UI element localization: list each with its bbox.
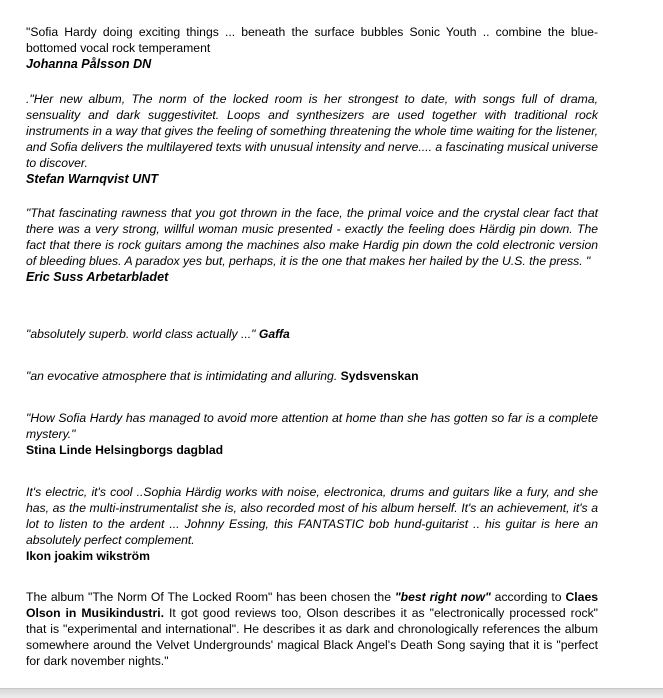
review-text — [26, 91, 598, 171]
review-8-text-after: It got good reviews too, Olson describes it as "electronically processed rock" that is "experimental and international". He describes it as dark and chronologically references the album somewhere around the Velvet Undergrounds' magical Black Angel's Death Song saying that it is "perfect for dark november nights." — [26, 606, 598, 668]
review-8-text-middle: according to — [490, 590, 566, 604]
review-8 — [26, 589, 598, 669]
review-text — [26, 410, 598, 442]
review-6-quote: "How Sofia Hardy has managed to avoid more attention at home than she has gotten so far is a complete mystery." — [26, 411, 598, 441]
review-source: Ikon joakim wikström — [26, 549, 150, 563]
review-8-source: Claes Olson in Musikindustri. — [26, 590, 599, 620]
review-3 — [26, 205, 598, 285]
review-1 — [26, 24, 598, 72]
review-text — [26, 326, 598, 342]
review-text — [26, 368, 598, 384]
review-1-quote: "Sofia Hardy doing exciting things ... beneath the surface bubbles Sonic Youth .. combine the blue-bottomed vocal rock temperament — [26, 25, 598, 55]
review-5 — [26, 368, 598, 384]
review-5-source: Sydsvenskan — [340, 369, 419, 383]
review-text — [26, 24, 598, 56]
review-source: Johanna Pålsson DN — [26, 57, 152, 71]
review-text — [26, 589, 598, 669]
review-4-quote: "absolutely superb. world class actually ..." — [26, 327, 256, 341]
review-7 — [26, 484, 598, 564]
review-2 — [26, 91, 598, 187]
review-7-quote: It's electric, it's cool ..Sophia Härdig works with noise, electronica, drums and guitars like a fury, and she has, as the multi-instrumentalist she is, also recorded most of his album herself. It's an achievement, it's a lot to listen to the ardent ... Johnny Essing, this FANTASTIC bob hund-guitarist .. his guitar is here an absolutely perfect complement. — [26, 485, 598, 547]
review-8-highlight: "best right now" — [394, 590, 491, 604]
review-source: Stina Linde Helsingborgs dagblad — [26, 443, 224, 457]
review-source: Eric Suss Arbetarbladet — [26, 270, 169, 284]
review-3-quote: "That fascinating rawness that you got thrown in the face, the primal voice and the crystal clear fact that there was a very strong, willful woman music presented - exactly the feeling does Härdig pin down. The fact that there is rock guitars among the machines also make Hardig pin down the cold electronic version of bleeding blues. A paradox yes but, perhaps, it is the one that makes her hailed by the U.S. the press. " — [26, 206, 598, 268]
review-text — [26, 484, 598, 548]
review-6 — [26, 410, 598, 458]
review-4 — [26, 326, 598, 342]
review-4-source: Gaffa — [258, 327, 290, 341]
review-5-quote: "an evocative atmosphere that is intimidating and alluring. — [26, 369, 338, 383]
review-8-text-before: The album "The Norm Of The Locked Room" has been chosen the — [26, 590, 395, 604]
review-text — [26, 205, 598, 269]
review-source: Stefan Warnqvist UNT — [26, 172, 159, 186]
review-2-quote: ."Her new album, The norm of the locked room is her strongest to date, with songs full of drama, sensuality and dark suggestivitet. Loops and synthesizers are used together with traditional rock instruments in a way that gives the feeling of something threatening the whole time waiting for the listener, and Sofia delivers the multilayered texts with unusual intensity and nerve.... a fascinating musical universe to discover. — [26, 92, 598, 170]
